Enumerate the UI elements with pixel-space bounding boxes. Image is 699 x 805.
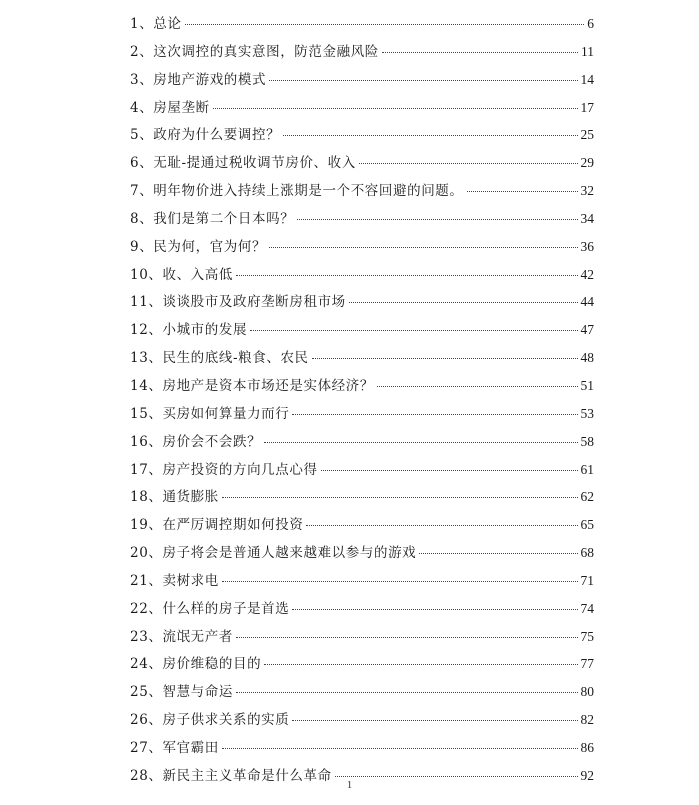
- toc-entry-number: 16、: [130, 433, 163, 450]
- toc-entry-title: 无耻-提通过税收调节房价、收入: [153, 155, 356, 172]
- toc-entry[interactable]: [130, 261, 594, 289]
- toc-entry-title: 民生的底线-粮食、农民: [162, 350, 309, 367]
- toc-entry-number: 6、: [130, 155, 154, 172]
- toc-entry[interactable]: [130, 511, 594, 539]
- toc-entry-title: 什么样的房子是首选: [162, 600, 290, 617]
- dot-leader: [222, 496, 578, 498]
- toc-entry-title: 房子供求关系的实质: [162, 712, 290, 729]
- toc-entry-page: 61: [580, 461, 594, 477]
- toc-entry-title: 买房如何算量力而行: [162, 405, 290, 422]
- toc-entry-title: 卖树求电: [162, 572, 219, 589]
- toc-entry[interactable]: [130, 94, 594, 122]
- toc-entry-page: 74: [580, 600, 594, 616]
- dot-leader: [236, 636, 578, 638]
- toc-entry-page: 34: [580, 210, 594, 226]
- toc-entry-number: 26、: [130, 712, 163, 729]
- toc-entry-page: 25: [580, 127, 594, 143]
- toc-entry-title: 房价会不会跌？: [162, 433, 262, 450]
- toc-entry[interactable]: [130, 539, 594, 567]
- toc-entry[interactable]: [130, 121, 594, 149]
- toc-entry-title: 总论: [153, 16, 182, 32]
- dot-leader: [269, 246, 577, 248]
- dot-leader: [250, 329, 577, 331]
- dot-leader: [185, 23, 585, 25]
- toc-entry-number: 11、: [130, 294, 163, 311]
- table-of-contents: [130, 10, 594, 790]
- toc-entry[interactable]: [130, 734, 594, 762]
- dot-leader: [382, 51, 578, 53]
- toc-entry-number: 14、: [130, 377, 163, 394]
- toc-entry-title: 房子将会是普通人越来越难以参与的游戏: [162, 545, 417, 562]
- toc-entry-page: 11: [581, 43, 594, 59]
- toc-entry-number: 18、: [130, 489, 163, 506]
- toc-entry[interactable]: [130, 149, 594, 177]
- toc-entry[interactable]: [130, 428, 594, 456]
- dot-leader: [377, 385, 578, 387]
- toc-entry-number: 17、: [130, 461, 163, 478]
- dot-leader: [312, 357, 578, 359]
- dot-leader: [419, 552, 577, 554]
- toc-entry-number: 2、: [130, 43, 154, 60]
- toc-entry-page: 14: [580, 71, 594, 87]
- toc-entry-page: 58: [580, 433, 594, 449]
- toc-entry-title: 政府为什么要调控？: [153, 127, 281, 144]
- toc-entry-title: 房地产游戏的模式: [153, 71, 267, 88]
- toc-entry[interactable]: [130, 400, 594, 428]
- toc-entry-title: 新民主主义革命是什么革命: [162, 767, 332, 784]
- toc-entry-number: 9、: [130, 238, 154, 255]
- dot-leader: [292, 608, 577, 610]
- dot-leader: [236, 274, 578, 276]
- dot-leader: [283, 134, 577, 136]
- toc-entry-title: 民为何，官为何？: [153, 238, 267, 255]
- toc-entry[interactable]: [130, 678, 594, 706]
- toc-entry[interactable]: [130, 205, 594, 233]
- toc-entry-page: 32: [580, 183, 594, 199]
- dot-leader: [222, 580, 578, 582]
- dot-leader: [467, 190, 578, 192]
- dot-leader: [321, 469, 578, 471]
- toc-entry-number: 25、: [130, 684, 163, 701]
- toc-entry-page: 82: [580, 712, 594, 728]
- toc-entry-number: 4、: [130, 99, 154, 116]
- toc-entry-page: 80: [580, 684, 594, 700]
- toc-entry[interactable]: [130, 623, 594, 651]
- toc-entry-title: 我们是第二个日本吗？: [153, 210, 295, 227]
- dot-leader: [306, 524, 577, 526]
- toc-entry[interactable]: [130, 288, 594, 316]
- dot-leader: [236, 691, 578, 693]
- dot-leader: [292, 719, 577, 721]
- toc-entry-number: 15、: [130, 405, 163, 422]
- toc-entry[interactable]: [130, 706, 594, 734]
- toc-entry-number: 24、: [130, 656, 163, 673]
- toc-entry-number: 13、: [130, 350, 163, 367]
- toc-entry[interactable]: [130, 316, 594, 344]
- toc-entry-title: 房价维稳的目的: [162, 656, 262, 673]
- toc-entry[interactable]: [130, 595, 594, 623]
- toc-entry-page: 75: [580, 628, 594, 644]
- toc-entry-page: 92: [580, 767, 594, 783]
- toc-entry-title: 房产投资的方向几点心得: [162, 461, 318, 478]
- dot-leader: [269, 79, 577, 81]
- toc-entry-number: 20、: [130, 545, 163, 562]
- toc-entry-page: 86: [580, 739, 594, 755]
- toc-entry[interactable]: [130, 567, 594, 595]
- toc-entry-number: 19、: [130, 517, 163, 534]
- toc-entry[interactable]: [130, 344, 594, 372]
- toc-entry[interactable]: [130, 372, 594, 400]
- dot-leader: [222, 747, 578, 749]
- toc-entry-number: 12、: [130, 322, 163, 339]
- toc-entry-number: 28、: [130, 767, 163, 784]
- dot-leader: [264, 441, 577, 443]
- toc-entry-number: 7、: [130, 183, 154, 200]
- toc-entry-page: 6: [587, 16, 594, 31]
- toc-entry[interactable]: [130, 456, 594, 484]
- dot-leader: [349, 301, 578, 303]
- toc-entry-page: 51: [580, 377, 594, 393]
- toc-entry-number: 22、: [130, 600, 163, 617]
- dot-leader: [264, 663, 577, 665]
- toc-entry-title: 房屋垄断: [153, 99, 210, 116]
- toc-entry-page: 29: [580, 155, 594, 171]
- dot-leader: [213, 107, 578, 109]
- toc-entry-number: 3、: [130, 71, 154, 88]
- toc-entry-page: 65: [580, 517, 594, 533]
- toc-entry-page: 36: [580, 238, 594, 254]
- toc-entry-number: 5、: [130, 127, 154, 144]
- toc-entry[interactable]: [130, 66, 594, 94]
- toc-entry-number: 10、: [130, 266, 163, 283]
- toc-entry-title: 流氓无产者: [162, 628, 233, 645]
- toc-entry[interactable]: [130, 483, 594, 511]
- dot-leader: [335, 775, 578, 777]
- toc-entry-page: 48: [580, 350, 594, 366]
- toc-entry-page: 53: [580, 405, 594, 421]
- toc-entry-title: 收、入高低: [162, 266, 233, 283]
- dot-leader: [359, 162, 578, 164]
- toc-entry-title: 谈谈股市及政府垄断房租市场: [162, 294, 346, 311]
- toc-entry-page: 47: [580, 322, 594, 338]
- toc-entry[interactable]: [130, 10, 594, 38]
- toc-entry-title: 通货膨胀: [162, 489, 219, 506]
- toc-entry-page: 77: [580, 656, 594, 672]
- dot-leader: [292, 413, 577, 415]
- toc-entry-number: 23、: [130, 628, 163, 645]
- toc-entry-title: 智慧与命运: [162, 684, 233, 701]
- toc-entry[interactable]: [130, 650, 594, 678]
- toc-entry[interactable]: [130, 233, 594, 261]
- toc-entry-title: 军官霸田: [162, 739, 219, 756]
- toc-entry-page: 17: [580, 99, 594, 115]
- toc-entry-title: 明年物价进入持续上涨期是一个不容回避的问题。: [153, 183, 464, 200]
- toc-entry-title: 在严厉调控期如何投资: [162, 517, 304, 534]
- toc-entry-title: 房地产是资本市场还是实体经济？: [162, 377, 374, 394]
- toc-entry-page: 62: [580, 489, 594, 505]
- toc-entry-page: 44: [580, 294, 594, 310]
- toc-entry-page: 71: [580, 572, 594, 588]
- toc-entry-title: 这次调控的真实意图，防范金融风险: [153, 43, 379, 60]
- toc-entry[interactable]: [130, 38, 594, 66]
- toc-entry-page: 68: [580, 545, 594, 561]
- page-number: 1: [346, 779, 353, 791]
- toc-entry[interactable]: [130, 177, 594, 205]
- dot-leader: [297, 218, 577, 220]
- toc-entry-number: 8、: [130, 210, 154, 227]
- toc-entry-title: 小城市的发展: [162, 322, 248, 339]
- toc-entry-number: 1、: [130, 16, 154, 32]
- toc-entry-number: 27、: [130, 739, 163, 756]
- toc-entry-page: 42: [580, 266, 594, 282]
- toc-entry-number: 21、: [130, 572, 163, 589]
